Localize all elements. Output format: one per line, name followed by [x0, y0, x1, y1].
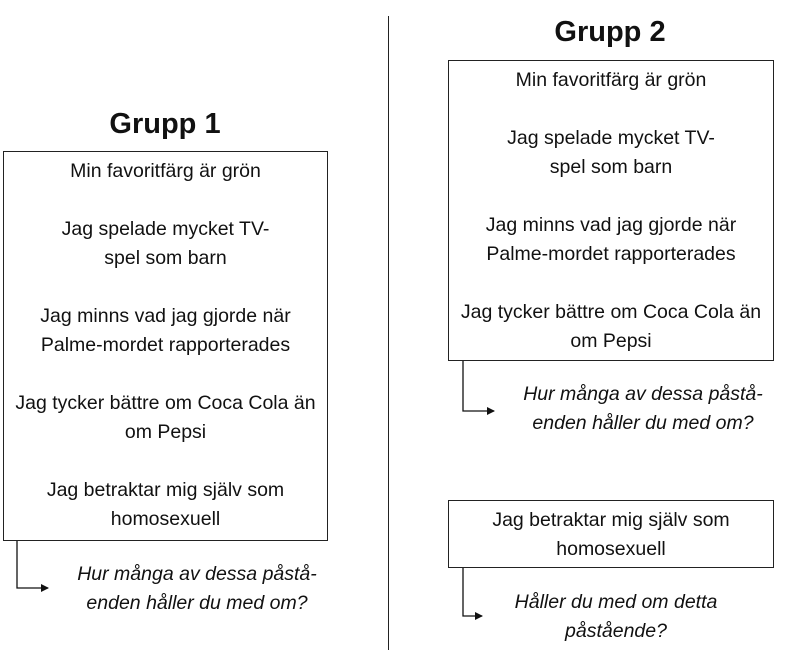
group1-arrow	[17, 541, 48, 588]
group2-statement-4: Jag tycker bättre om Coca Cola än om Pepsi	[460, 301, 762, 352]
group1-question-line-2: enden håller du med om?	[86, 592, 308, 614]
group2-separate-question-line-1: Håller du med om detta	[514, 591, 718, 613]
group1-statement-5: Jag betraktar mig själv som homosexuell	[46, 479, 285, 530]
group2-separate-question-line-2: påstående?	[565, 620, 667, 642]
group1-statement-1: Min favoritfärg är grön	[70, 160, 261, 182]
group2-title: Grupp 2	[554, 16, 666, 48]
group1-question-line-1: Hur många av dessa påstå-	[77, 563, 317, 585]
group2-separate-arrow	[463, 568, 482, 616]
group2-question-line-1: Hur många av dessa påstå-	[523, 383, 763, 405]
group2-separate-statement: Jag betraktar mig själv som homosexuell	[492, 509, 730, 560]
group2-arrow	[463, 361, 494, 411]
group1-title: Grupp 1	[109, 108, 221, 140]
group2-statement-1: Min favoritfärg är grön	[515, 69, 707, 91]
group1-statement-4: Jag tycker bättre om Coca Cola än om Pepsi	[15, 392, 316, 443]
group2-statement-2: Jag spelade mycket TV-spel som barn	[507, 127, 715, 178]
group2-statement-3: Jag minns vad jag gjorde när Palme-mordet rapporterades	[485, 214, 737, 265]
group2-question-line-2: enden håller du med om?	[532, 412, 754, 434]
group1-statement-2: Jag spelade mycket TV-spel som barn	[61, 218, 270, 269]
group1-statement-3: Jag minns vad jag gjorde när Palme-mordet rapporterades	[40, 305, 291, 356]
